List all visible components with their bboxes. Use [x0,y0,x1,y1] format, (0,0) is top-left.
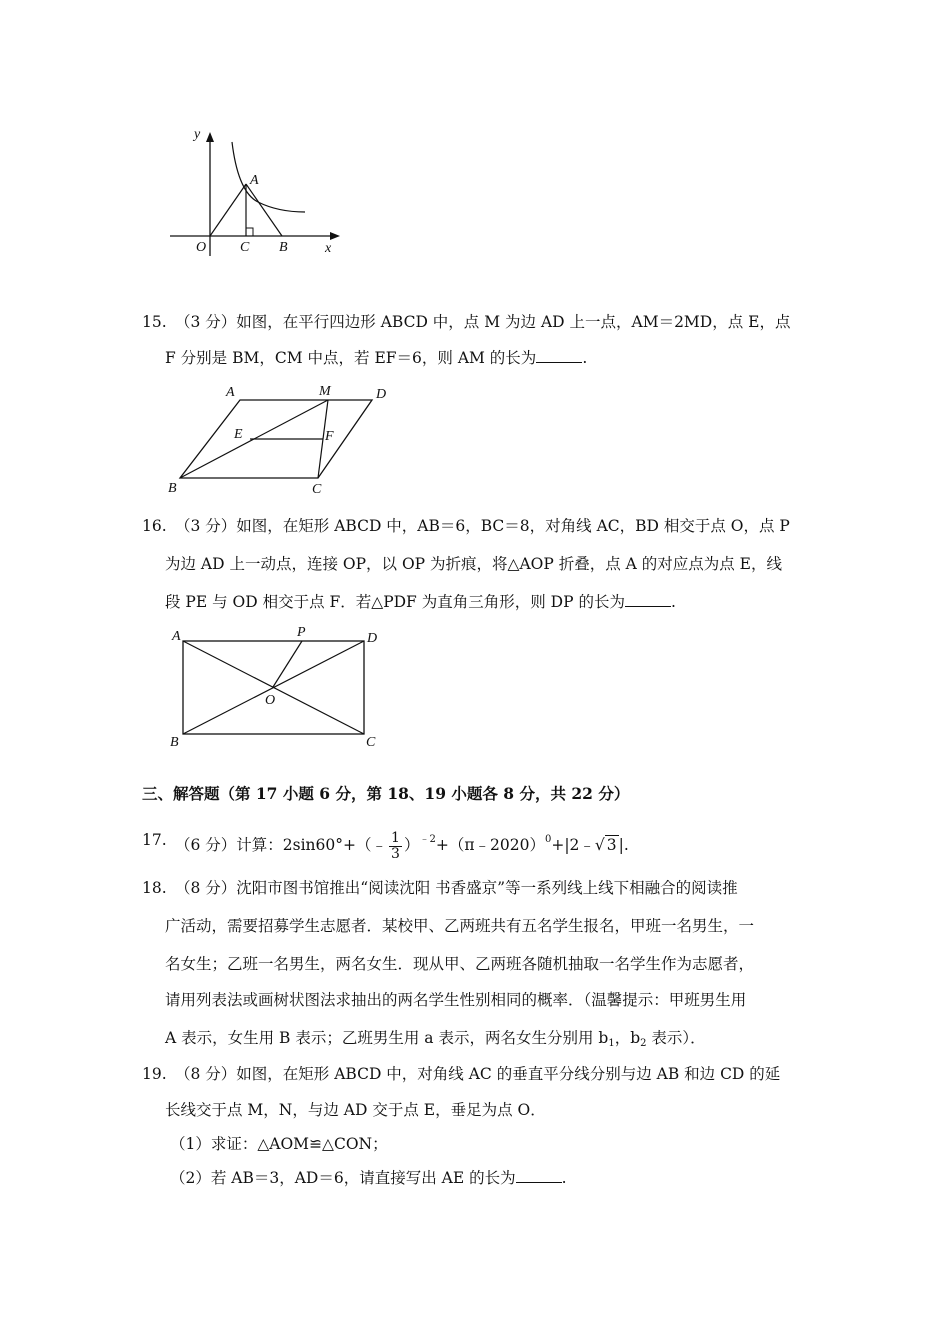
q15-answer-blank [536,348,582,363]
label-F: F [325,429,334,444]
q15-line2 [165,348,587,368]
label-B: B [170,735,179,750]
q17-mid3: +|2﹣ [551,836,595,854]
q17-fraction-den: 3 [391,845,400,862]
hyperbola-curve [232,142,305,212]
q16-line3-text: 段 PE 与 OD 相交于点 F．若△PDF 为直角三角形，则 DP 的长为 [165,593,625,611]
q17-exp1: ﹣2 [419,834,436,845]
q18-sub1: 1 [608,1038,615,1049]
q15-line2-text: F 分别是 BM，CM 中点，若 EF＝6，则 AM 的长为 [165,349,537,367]
label-M: M [319,384,331,399]
q18-line1: （8 分）沈阳市图书馆推出“阅读沈阳 书香盛京”等一系列线上线下相融合的阅读推 [175,879,738,897]
q19-line2: 长线交于点 M，N，与边 AD 交于点 E，垂足为点 O． [165,1101,546,1119]
q19-part1: （1）求证：△AOM≌△CON； [170,1135,388,1153]
q16-line2: 为边 AD 上一动点，连接 OP，以 OP 为折痕，将△AOP 折叠，点 A 的对应点为点 E，线 [165,555,782,573]
sqrt-icon: √ [594,836,605,854]
label-O: O [196,240,207,255]
q17-suffix: |. [618,836,629,854]
q17-sqrt-value: 3 [606,836,617,854]
parallelogram-figure [160,378,400,500]
x-axis-arrow [330,232,340,240]
label-A: A [226,385,235,400]
q17-mid2: +（π﹣2020） [435,836,545,854]
q18-sub2: 2 [640,1038,647,1049]
label-E: E [234,427,243,442]
q19-number: 19. [142,1065,167,1083]
q18-line4: 请用列表法或画树状图法求抽出的两名学生性别相同的概率．（温馨提示：甲班男生用 [165,991,747,1009]
q19-part2-end: . [561,1169,567,1187]
label-x: x [325,241,332,256]
label-D: D [367,631,378,646]
rectangle-figure [160,620,400,750]
q17-fraction-num: 1 [391,829,400,846]
q18-line5b: ，b [614,1029,641,1047]
q15-line1: （3 分）如图，在平行四边形 ABCD 中，点 M 为边 AD 上一点，AM＝2MD，点 E，点 [175,313,791,331]
q18-line5 [165,1028,706,1054]
label-C: C [312,482,322,497]
q17-exp2: 0 [544,834,552,845]
q18-number: 18. [142,879,167,897]
q18-line2: 广活动，需要招募学生志愿者．某校甲、乙两班共有五名学生报名，甲班一名男生，一 [165,917,755,935]
y-axis-arrow [206,132,214,142]
q17-prefix: （6 分）计算：2sin60°+（﹣ [175,836,388,854]
q17-fraction [389,831,402,862]
q16-line3-end: . [670,593,676,611]
q16-number: 16. [142,517,167,535]
label-C: C [240,240,250,255]
label-C: C [366,735,376,750]
q19-part2-text: （2）若 AB＝3，AD＝6，请直接写出 AE 的长为 [170,1169,516,1187]
q16-answer-blank [625,592,671,607]
q15-number: 15. [142,313,167,331]
segment-OA [210,184,246,236]
hyperbola-figure [160,120,360,260]
label-B: B [168,481,177,496]
q15-line2-end: . [582,349,588,367]
q19-answer-blank [516,1168,562,1183]
q17-number: 17. [142,831,167,849]
section-3-heading: 三、解答题（第 17 小题 6 分，第 18、19 小题各 8 分，共 22 分） [142,784,630,803]
right-angle-mark [246,228,253,236]
q17-mid: ） [403,836,420,854]
label-D: D [376,387,387,402]
label-B: B [279,240,288,255]
label-A: A [172,629,181,644]
q18-line3: 名女生；乙班一名男生，两名女生．现从甲、乙两班各随机抽取一名学生作为志愿者， [165,955,755,973]
q19-part2 [170,1168,567,1188]
q18-line5c: 表示）． [646,1029,706,1047]
label-P: P [297,625,306,640]
label-O: O [265,693,276,708]
label-y: y [194,127,201,142]
q19-line1: （8 分）如图，在矩形 ABCD 中，对角线 AC 的垂直平分线分别与边 AB 和边 CD 的延 [175,1065,781,1083]
label-A: A [250,173,259,188]
q16-line3 [165,592,676,612]
q18-line5a: A 表示，女生用 B 表示；乙班男生用 a 表示，两名女生分别用 b [165,1029,609,1047]
q17-expression [175,822,629,863]
q16-line1: （3 分）如图，在矩形 ABCD 中，AB＝6，BC＝8，对角线 AC，BD 相交于点 O，点 P [175,517,790,535]
